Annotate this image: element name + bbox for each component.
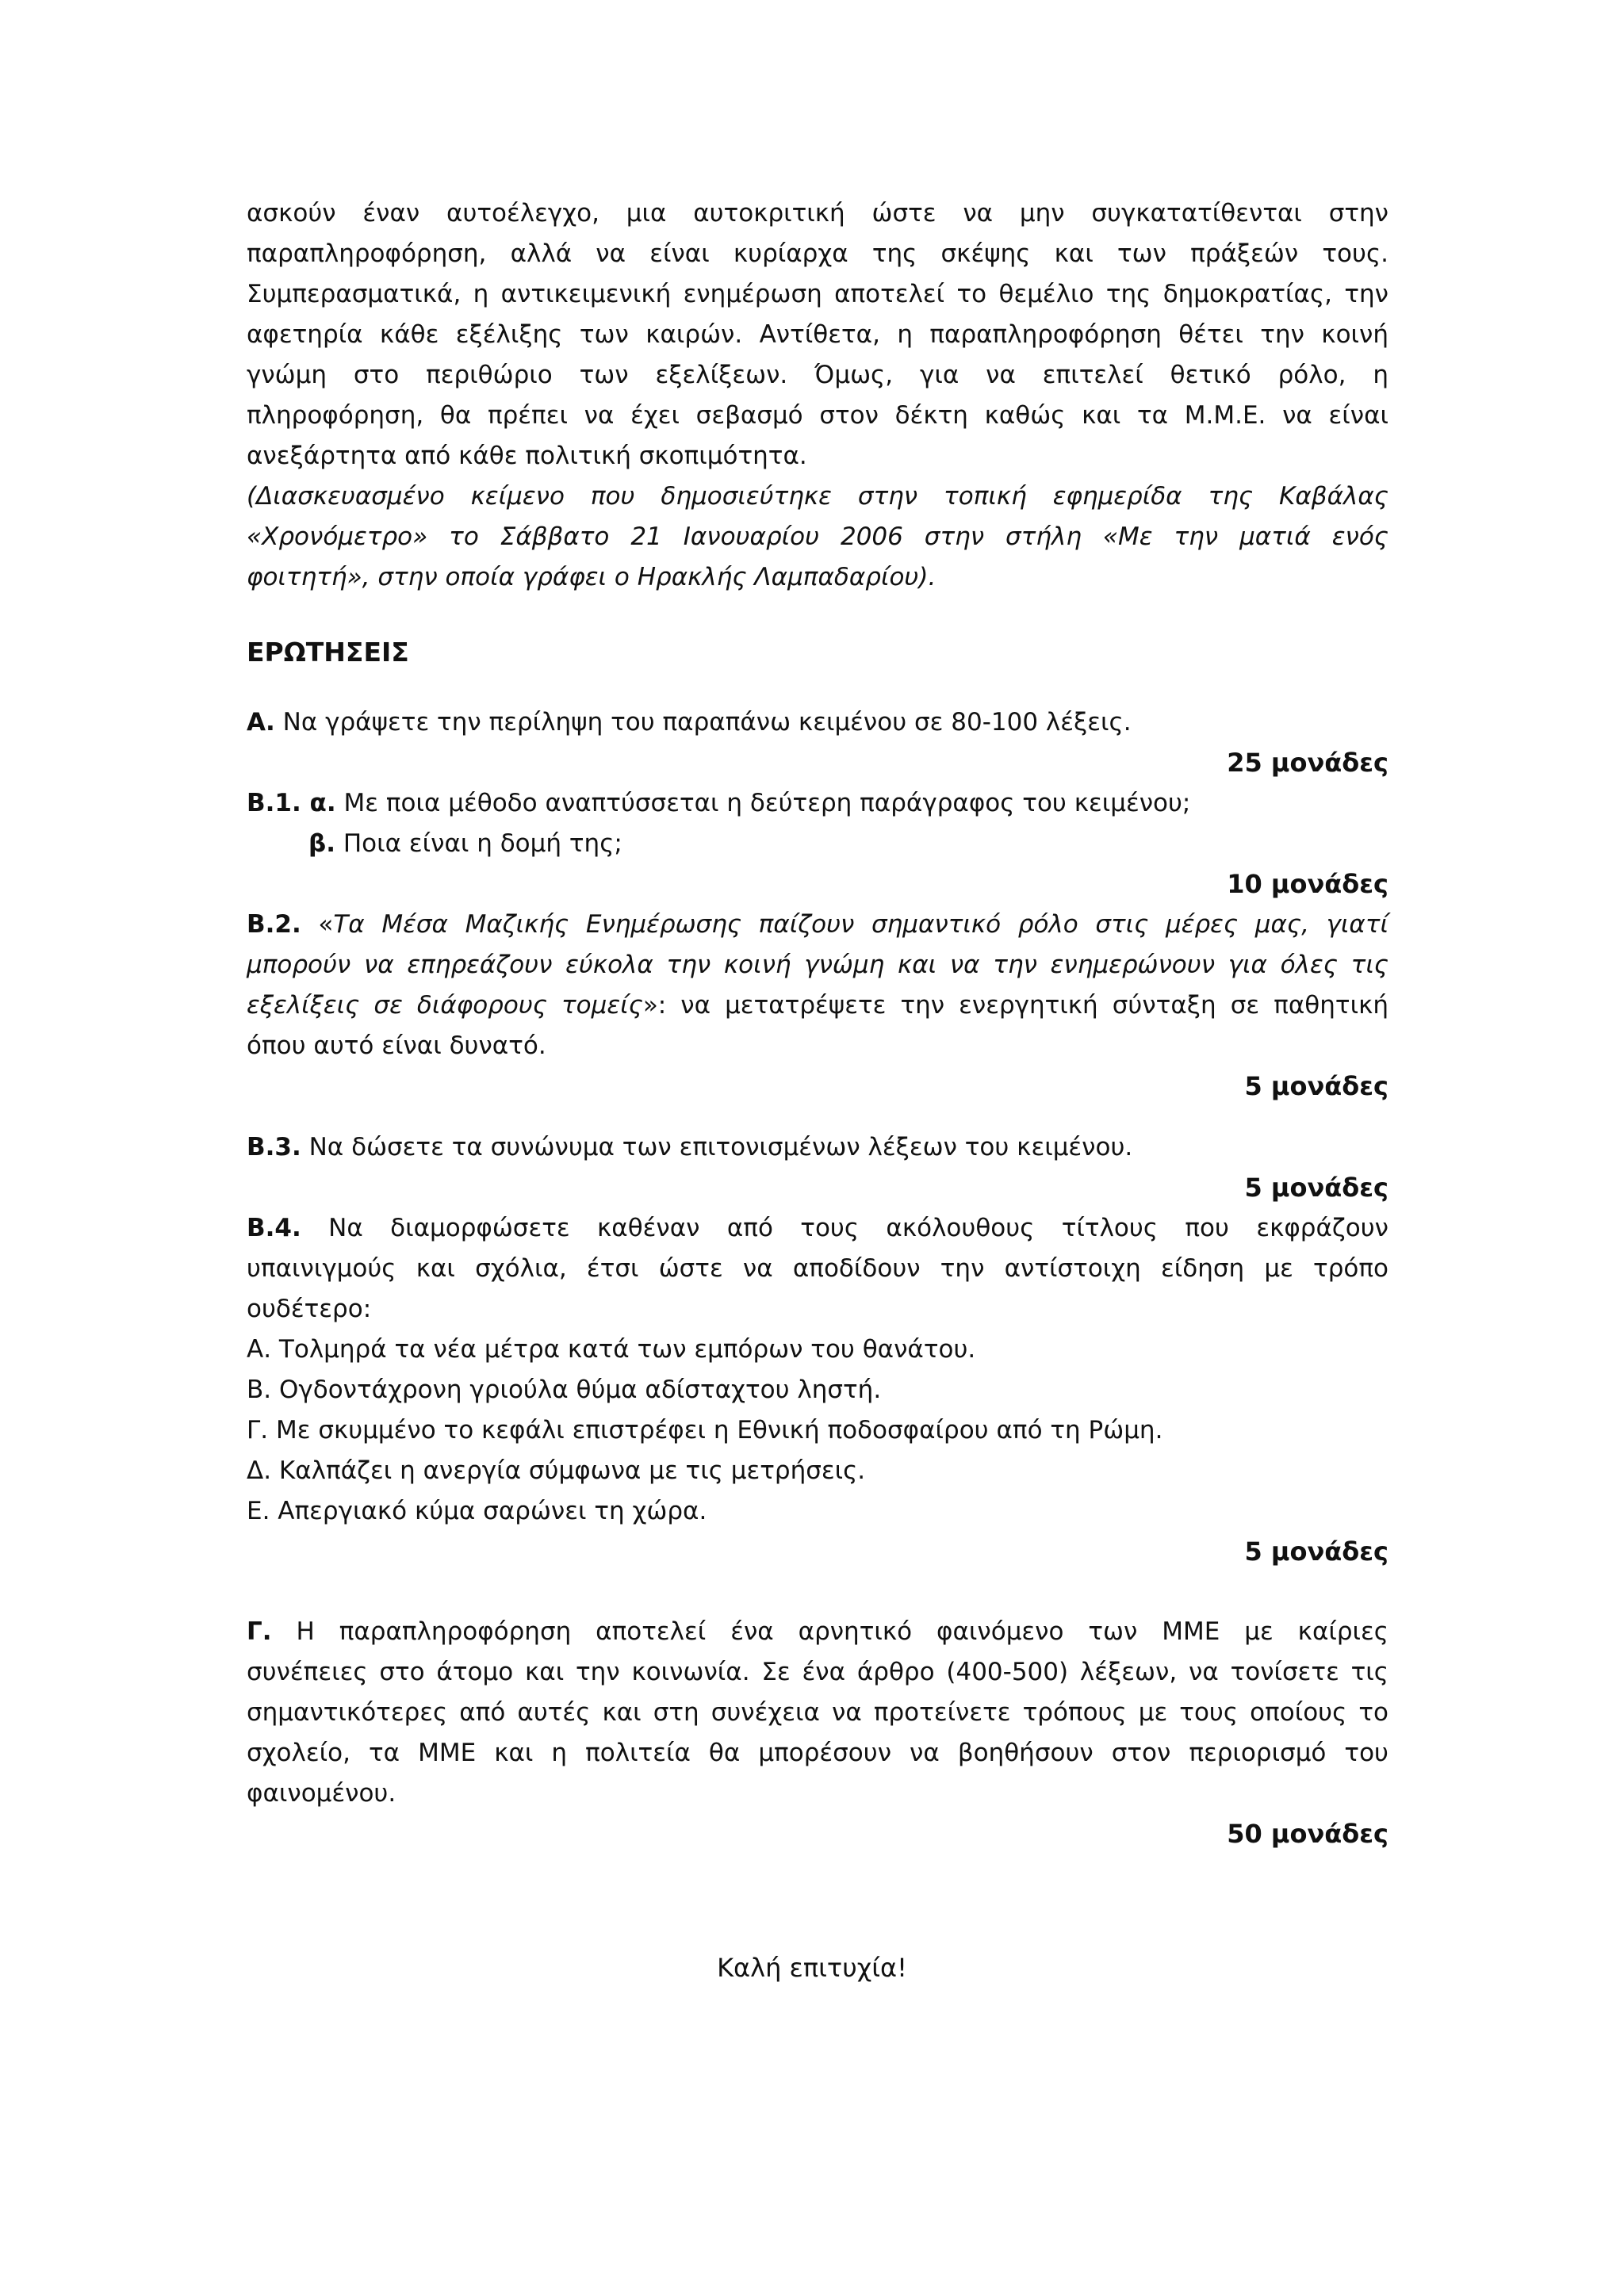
quote-text: μπορούν να επηρεάζουν εύκολα την κοινή γνώμη και να την ενημερώνουν για όλες τις	[247, 951, 1388, 979]
sub-question-label: β.	[308, 829, 335, 858]
headline-item: Γ. Με σκυμμένο το κεφάλι επιστρέφει η Εθνική ποδοσφαίρου από τη Ρώμη.	[247, 1416, 1163, 1445]
passage-line: ασκούν έναν αυτοέλεγχο, μια αυτοκριτική ώστε να μην συγκατατίθενται στην	[247, 199, 1388, 228]
question-b2	[247, 905, 1388, 1107]
question-text: σχολείο, τα ΜΜΕ και η πολιτεία θα μπορέσουν να βοηθήσουν στον περιορισμό του	[247, 1739, 1388, 1767]
question-text: σημαντικότερες από αυτές και στη συνέχεια να προτείνετε τρόπους με τους οποίους το	[247, 1698, 1388, 1727]
headline-item: Δ. Καλπάζει η ανεργία σύμφωνα με τις μετρήσεις.	[247, 1456, 866, 1485]
question-text: υπαινιγμούς και σχόλια, έτσι ώστε να αποδίδουν την αντίστοιχη είδηση με τρόπο	[247, 1254, 1388, 1283]
question-label: Β.2.	[247, 910, 301, 939]
passage-text	[247, 193, 1388, 598]
passage-line: αφετηρία κάθε εξέλιξης των καιρών. Αντίθετα, η παραπληροφόρηση θέτει την κοινή	[247, 320, 1388, 349]
source-line: (Διασκευασμένο κείμενο που δημοσιεύτηκε στην τοπική εφημερίδα της Καβάλας	[247, 482, 1388, 511]
question-text: Να γράψετε την περίληψη του παραπάνω κειμένου σε 80-100 λέξεις.	[274, 708, 1132, 737]
open-quote: «	[301, 910, 334, 939]
passage-line: παραπληροφόρηση, αλλά να είναι κυρίαρχα της σκέψης και των πράξεών τους.	[247, 239, 1388, 268]
question-a	[247, 702, 1388, 783]
source-line: φοιτητή», στην οποία γράφει ο Ηρακλής Λαμπαδαρίου).	[247, 563, 936, 591]
closing-message: Καλή επιτυχία!	[717, 1953, 907, 1983]
passage-line: γνώμη στο περιθώριο των εξελίξεων. Όμως, για να επιτελεί θετικό ρόλο, η	[247, 361, 1388, 389]
question-text: Η παραπληροφόρηση αποτελεί ένα αρνητικό φαινόμενο των ΜΜΕ με καίριες	[271, 1617, 1388, 1646]
question-text: ουδέτερο:	[247, 1295, 372, 1323]
score-label: 5 μονάδες	[1244, 1536, 1388, 1567]
question-text: »: να μετατρέψετε την ενεργητική σύνταξη σε παθητική	[642, 991, 1388, 1020]
quote-text: εξελίξεις σε διάφορους τομείς	[247, 991, 643, 1020]
question-b4	[247, 1208, 1388, 1572]
headline-item: Α. Τολμηρά τα νέα μέτρα κατά των εμπόρων του θανάτου.	[247, 1335, 976, 1364]
score-label: 50 μονάδες	[1227, 1819, 1388, 1849]
question-b1	[247, 783, 1388, 905]
sub-question-text: Ποια είναι η δομή της;	[335, 829, 622, 858]
passage-line: πληροφόρηση, θα πρέπει να έχει σεβασμό στον δέκτη καθώς και τα Μ.Μ.Ε. να είναι	[247, 401, 1388, 430]
question-text: όπου αυτό είναι δυνατό.	[247, 1031, 546, 1060]
headline-item: Β. Ογδοντάχρονη γριούλα θύμα αδίσταχτου ληστή.	[247, 1376, 882, 1404]
exam-page	[247, 193, 1388, 1854]
score-label: 25 μονάδες	[1227, 748, 1388, 778]
question-b3	[247, 1127, 1388, 1208]
question-label: Β.4.	[247, 1214, 301, 1242]
passage-line: ανεξάρτητα από κάθε πολιτική σκοπιμότητα.	[247, 442, 807, 470]
source-line: «Χρονόμετρο» το Σάββατο 21 Ιανουαρίου 2006 στην στήλη «Με την ματιά ενός	[247, 522, 1388, 551]
score-label: 5 μονάδες	[1244, 1071, 1388, 1101]
question-label: Α.	[247, 708, 275, 737]
question-text: φαινομένου.	[247, 1779, 396, 1808]
question-label: Β.3.	[247, 1133, 301, 1161]
question-label: Β.1. α.	[247, 789, 336, 817]
score-label: 10 μονάδες	[1227, 869, 1388, 899]
question-text: Να διαμορφώσετε καθέναν από τους ακόλουθους τίτλους που εκφράζουν	[301, 1214, 1388, 1242]
question-text: Με ποια μέθοδο αναπτύσσεται η δεύτερη παράγραφος του κειμένου;	[335, 789, 1191, 817]
passage-line: Συμπερασματικά, η αντικειμενική ενημέρωση αποτελεί το θεμέλιο της δημοκρατίας, την	[247, 280, 1388, 308]
quote-text: Τα Μέσα Μαζικής Ενημέρωσης παίζουν σημαντικό ρόλο στις μέρες μας, γιατί	[333, 910, 1388, 939]
question-text: συνέπειες στο άτομο και την κοινωνία. Σε ένα άρθρο (400-500) λέξεων, να τονίσετε τις	[247, 1658, 1388, 1686]
headline-item: Ε. Απεργιακό κύμα σαρώνει τη χώρα.	[247, 1497, 707, 1525]
score-label: 5 μονάδες	[1244, 1173, 1388, 1203]
question-text: Να δώσετε τα συνώνυμα των επιτονισμένων λέξεων του κειμένου.	[301, 1133, 1133, 1161]
question-label: Γ.	[247, 1617, 272, 1646]
question-g	[247, 1612, 1388, 1854]
questions-heading: ΕΡΩΤΗΣΕΙΣ	[247, 637, 409, 668]
